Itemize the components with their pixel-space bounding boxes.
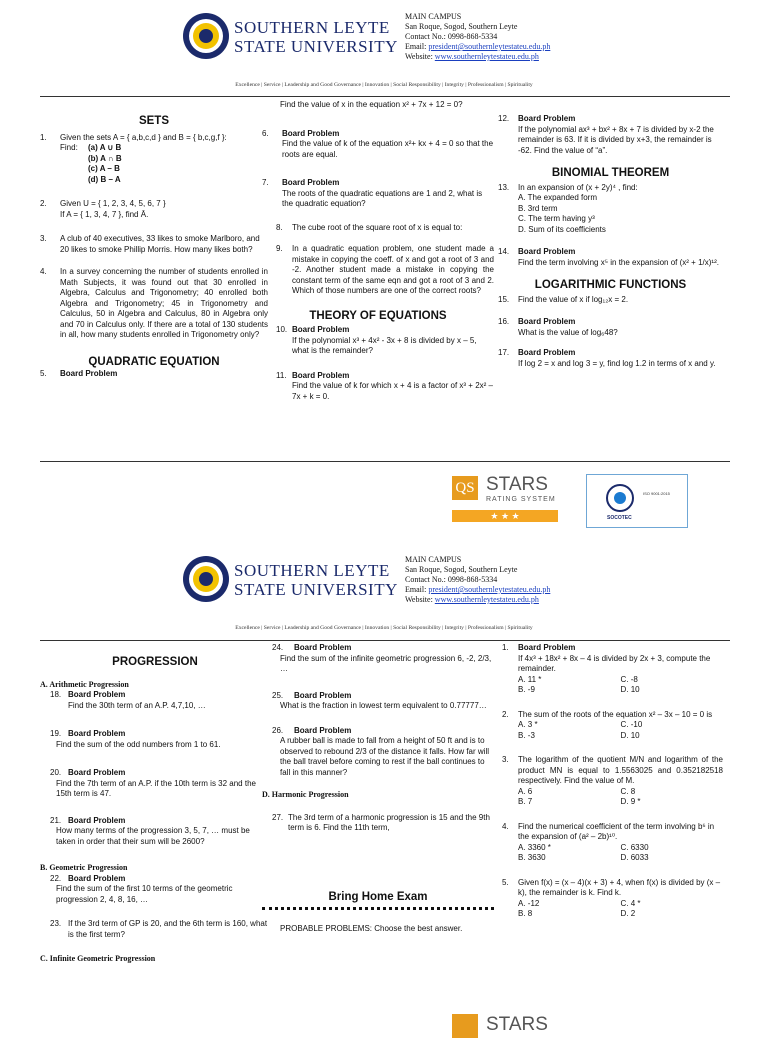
- sub-item: (b) A ∩ B: [88, 153, 122, 163]
- email-link[interactable]: president@southernleytestateu.edu.ph: [428, 585, 551, 594]
- campus-label: MAIN CAMPUS: [405, 12, 462, 21]
- choice-d[interactable]: D. 2: [620, 909, 636, 918]
- stars-label-partial: STARS: [486, 1014, 548, 1035]
- question-18: [40, 690, 270, 711]
- question-number: 9.: [276, 244, 283, 253]
- column-multiple-choice: [498, 643, 723, 920]
- board-problem-label: Board Problem: [294, 690, 352, 700]
- university-name: [234, 561, 398, 599]
- choice-d[interactable]: D. 6033: [620, 853, 649, 862]
- website-link[interactable]: www.southernleytestateu.edu.ph: [434, 595, 539, 604]
- question-20: [40, 768, 270, 800]
- question-text: Find the numerical coefficient of the term involving b⁶ in the expansion of (a² – 2b)¹⁰.: [518, 821, 715, 841]
- contact-number: Contact No.: 0998-868-5334: [405, 32, 498, 41]
- question-17: [498, 348, 723, 369]
- question-4: [40, 267, 268, 341]
- question-text: Find the sum of the odd numbers from 1 to 61.: [56, 739, 221, 749]
- email-label: Email:: [405, 585, 427, 594]
- question-11: [262, 371, 494, 403]
- choice-b[interactable]: B. -9: [518, 685, 535, 694]
- question-number: 1.: [40, 132, 47, 142]
- socotec-label: SOCOTEC: [607, 515, 632, 521]
- choice-c[interactable]: C. 8: [620, 786, 636, 796]
- question-text: In a survey concerning the number of students enrolled in Math Subjects, it was found out that 30 enrolled in Algebra, Calculus and Trigonometry; 40 enrolled both Algebra and Trigonometry; 45 in Trigonometry and Calculus, 50 in Algebra and Calculus, 80 in Algebra only and 70 in Calculus only. If there are a total of 130 students in all, how many students enrolled in Trigonometry only?: [60, 267, 268, 339]
- rating-system-label: RATING SYSTEM: [486, 496, 556, 503]
- section-title-progression: PROGRESSION: [112, 656, 198, 668]
- question-text: Given the sets A = { a,b,c,d } and B = { b,c,g,f }:: [60, 132, 227, 142]
- choice-c[interactable]: C. 4 *: [620, 898, 641, 908]
- qs-logo-partial: [452, 1014, 478, 1038]
- email-label: Email:: [405, 42, 427, 51]
- question-number: 4.: [502, 821, 509, 831]
- question-number: 15.: [498, 294, 510, 304]
- board-problem-label: Board Problem: [282, 178, 340, 187]
- question-number: 17.: [498, 348, 510, 357]
- question-number: 1.: [502, 643, 509, 652]
- question-number: 24.: [272, 643, 284, 652]
- question-13: [498, 183, 723, 236]
- page-1: [0, 0, 768, 521]
- question-number: 5.: [40, 369, 47, 378]
- sub-item: (d) B – A: [88, 174, 121, 184]
- socotec-logo-icon: [605, 483, 635, 513]
- sub-item: A. The expanded form: [518, 193, 598, 202]
- question-23: [40, 919, 270, 940]
- question-2: [40, 199, 268, 220]
- board-problem-label: Board Problem: [292, 370, 350, 380]
- question-number: 14.: [498, 247, 510, 256]
- question-19: [40, 729, 270, 750]
- question-12: [498, 114, 723, 156]
- question-26: [262, 726, 494, 779]
- motto: Excellence | Service | Leadership and Good Governance | Innovation | Social Responsibility | Integrity | Professionalism | Spirituality: [235, 625, 533, 631]
- choice-a[interactable]: A. -12: [518, 898, 540, 908]
- mc-question-5: [498, 878, 723, 920]
- question-number: 21.: [50, 815, 62, 825]
- question-number: 12.: [498, 114, 510, 123]
- question-text: The cube root of the square root of x is equal to:: [292, 222, 463, 232]
- question-text: In a quadratic equation problem, one student made a mistake in copying the coeff. of x and got a root of 3 and -2. Another student made a mistake in copying the constant term of the same eqn and got a root of 3 and 2. Which of those numbers are one of the correct roots?: [292, 244, 494, 295]
- header-divider: [40, 640, 730, 641]
- question-text: Find the value of k for which x + 4 is a factor of x³ + 2x² – 7x + k = 0.: [292, 381, 493, 401]
- question-text: The roots of the quadratic equations are 1 and 2, what is the quadratic equation?: [282, 188, 483, 208]
- question-text: Find the sum of the infinite geometric progression 6, -2, 2/3, …: [280, 653, 492, 673]
- contact-block: [405, 12, 550, 62]
- question-number: 27.: [272, 812, 284, 822]
- university-name-line1: SOUTHERN LEYTE: [234, 18, 390, 37]
- question-5: [40, 369, 268, 380]
- mc-question-3: [498, 755, 723, 808]
- qs-stars-badge: [452, 476, 578, 524]
- iso-label: ISO 9001:2015: [643, 491, 670, 496]
- exam-title: Bring Home Exam: [328, 890, 428, 903]
- mc-question-4: [498, 822, 723, 864]
- footer-divider: [40, 461, 730, 462]
- board-problem-label: Board Problem: [60, 369, 118, 378]
- choice-a[interactable]: A. 6: [518, 786, 533, 796]
- section-title-sets: SETS: [138, 115, 170, 127]
- question-text: How many terms of the progression 3, 5, 7, … must be taken in order that their sum will be 2600?: [56, 826, 250, 846]
- section-title-binomial: BINOMIAL THEOREM: [551, 167, 670, 179]
- question-text: Find the term involving x⁵ in the expansion of (x² + 1/x)¹².: [518, 257, 719, 267]
- sub-item: B. 3rd term: [518, 203, 558, 213]
- question-text: If the polynomial x³ + 4x² - 3x + 8 is divided by x – 5, what is the remainder?: [292, 335, 477, 355]
- question-text: Find the value of x if log₁₂x = 2.: [518, 294, 629, 304]
- website-link[interactable]: www.southernleytestateu.edu.ph: [434, 52, 539, 61]
- choice-b[interactable]: B. -3: [518, 730, 535, 740]
- question-text: If A = { 1, 3, 4, 7 }, find Ā.: [60, 209, 149, 219]
- board-problem-label: Board Problem: [518, 114, 576, 123]
- question-text: The logarithm of the quotient M/N and logarithm of the product MN is equal to 1.5563025 and 0.352182518 respectively. Find the value of M.: [518, 755, 723, 785]
- question-number: 7.: [262, 178, 269, 187]
- question-8: [262, 223, 494, 234]
- sub-item: C. The term having y³: [518, 214, 595, 223]
- university-seal-logo: [182, 555, 230, 603]
- question-number: 11.: [276, 370, 287, 380]
- board-problem-label: Board Problem: [68, 690, 126, 699]
- star-rating-icon: ★ ★ ★: [452, 510, 558, 522]
- board-problem-label: Board Problem: [518, 643, 576, 652]
- question-number: 6.: [262, 128, 269, 138]
- question-10: [262, 325, 494, 357]
- question-7: [262, 178, 494, 210]
- section-title-quadratic: QUADRATIC EQUATION: [88, 355, 220, 368]
- question-text: Given U = { 1, 2, 3, 4, 5, 6, 7 }: [60, 199, 166, 208]
- choice-d[interactable]: D. 10: [620, 685, 640, 694]
- motto: Excellence | Service | Leadership and Good Governance | Innovation | Social Responsibility | Integrity | Professionalism | Spirituality: [235, 82, 533, 88]
- question-16: [498, 317, 723, 338]
- university-name-line2: STATE UNIVERSITY: [234, 580, 398, 599]
- university-name-line2: STATE UNIVERSITY: [234, 37, 398, 56]
- subsection-geometric: B. Geometric Progression: [40, 863, 128, 872]
- university-name: [234, 18, 398, 56]
- choice-d[interactable]: D. 9 *: [620, 797, 641, 806]
- question-text: A club of 40 executives, 33 likes to smoke Marlboro, and 20 likes to smoke Phillip Morris. How many likes both?: [60, 234, 260, 254]
- question-text: If 4x³ + 18x² + 8x – 4 is divided by 2x + 3, compute the remainder.: [518, 653, 711, 673]
- question-text: Find the 30th term of an A.P. 4,7,10, …: [68, 700, 206, 710]
- question-number: 10.: [276, 325, 288, 334]
- qs-stars-badge-partial: [452, 1014, 578, 1035]
- question-text: Find the sum of the first 10 terms of the geometric progression 2, 4, 8, 16, …: [56, 884, 233, 904]
- address: San Roque, Sogod, Southern Leyte: [405, 22, 518, 31]
- question-number: 2.: [40, 199, 47, 208]
- choice-c[interactable]: C. 6330: [620, 842, 649, 852]
- question-9: [262, 244, 494, 297]
- choice-b[interactable]: B. 8: [518, 909, 533, 918]
- mc-question-2: [498, 710, 723, 742]
- section-title-logarithmic: LOGARITHMIC FUNCTIONS: [534, 279, 687, 291]
- board-problem-label: Board Problem: [68, 815, 126, 825]
- iso-certification-badge: [586, 474, 688, 528]
- board-problem-label: Board Problem: [294, 643, 352, 652]
- website-label: Website:: [405, 595, 433, 604]
- question-text: Given f(x) = (x – 4)(x + 3) + 4, when f(x) is divided by (x – k), the remainder is k. Find k.: [518, 877, 721, 897]
- question-number: 19.: [50, 729, 62, 738]
- question-text: What is the value of log₆48?: [518, 327, 618, 337]
- contact-block: [405, 555, 550, 605]
- question-number: 23.: [50, 919, 62, 928]
- column-progression-2: [262, 643, 494, 935]
- dotted-separator: [262, 907, 494, 910]
- page-2: [0, 543, 768, 1055]
- board-problem-label: Board Problem: [518, 317, 576, 326]
- question-text: The sum of the roots of the equation x² – 3x – 10 = 0 is: [518, 709, 713, 719]
- continued-question-text: Find the value of x in the equation x² + 7x + 12 = 0?: [280, 100, 463, 109]
- choice-d[interactable]: D. 10: [620, 730, 640, 740]
- board-problem-label: Board Problem: [294, 725, 352, 735]
- question-text: The 3rd term of a harmonic progression is 15 and the 9th term is 6. Find the 11th term,: [288, 812, 490, 832]
- question-number: 22.: [50, 873, 62, 883]
- column-binomial-log: [498, 114, 723, 369]
- campus-label: MAIN CAMPUS: [405, 555, 462, 564]
- subsection-infinite-geometric: C. Infinite Geometric Progression: [40, 954, 156, 963]
- university-seal-logo: [182, 12, 230, 60]
- sub-item: (a) A ∪ B: [88, 143, 122, 152]
- question-number: 3.: [40, 234, 47, 243]
- question-15: [498, 295, 723, 306]
- question-number: 2.: [502, 709, 509, 719]
- choice-a[interactable]: A. 11 *: [518, 674, 542, 684]
- choice-b[interactable]: B. 3630: [518, 853, 546, 862]
- question-text: A rubber ball is made to fall from a height of 50 ft and is to observed to rebound 2/3 of the distance it falls. How far will the ball travel before coming to rest if the ball continues to fall in this manner?: [280, 736, 489, 777]
- board-problem-label: Board Problem: [292, 325, 350, 334]
- question-number: 20.: [50, 768, 62, 777]
- question-number: 3.: [502, 755, 509, 764]
- question-text: Find the 7th term of an A.P. if the 10th term is 32 and the 15th term is 47.: [56, 778, 256, 798]
- choice-c[interactable]: C. -8: [620, 674, 638, 684]
- choice-a[interactable]: A. 3360 *: [518, 842, 551, 852]
- question-number: 26.: [272, 725, 284, 735]
- header-divider: [40, 96, 730, 97]
- question-number: 8.: [276, 222, 283, 232]
- question-text: Find the value of k of the equation x²+ kx + 4 = 0 so that the roots are equal.: [282, 139, 494, 159]
- question-27: [262, 813, 494, 834]
- university-name-line1: SOUTHERN LEYTE: [234, 561, 390, 580]
- subsection-arithmetic: A. Arithmetic Progression: [40, 679, 129, 689]
- subsection-harmonic: D. Harmonic Progression: [262, 790, 349, 799]
- section-title-theory: THEORY OF EQUATIONS: [309, 309, 447, 322]
- mc-question-1: [498, 643, 723, 696]
- choice-a[interactable]: A. 3 *: [518, 720, 538, 729]
- question-text: In an expansion of (x + 2y)⁴ , find:: [518, 182, 638, 192]
- board-problem-label: Board Problem: [518, 247, 576, 256]
- choice-c[interactable]: C. -10: [620, 720, 643, 729]
- column-sets: [40, 116, 268, 380]
- question-number: 5.: [502, 877, 509, 887]
- question-number: 13.: [498, 182, 510, 192]
- question-6: [262, 129, 494, 161]
- column-equations: [262, 100, 494, 402]
- website-label: Website:: [405, 52, 433, 61]
- question-22: [40, 874, 270, 906]
- question-25: [262, 691, 494, 712]
- question-1: [40, 133, 268, 186]
- instructions: PROBABLE PROBLEMS: Choose the best answer.: [280, 924, 463, 933]
- question-24: [262, 643, 494, 675]
- choice-b[interactable]: B. 7: [518, 797, 533, 806]
- question-text: What is the fraction in lowest term equivalent to 0.77777…: [280, 701, 487, 710]
- contact-number: Contact No.: 0998-868-5334: [405, 575, 498, 584]
- question-number: 4.: [40, 267, 47, 276]
- question-text: If the 3rd term of GP is 20, and the 6th term is 160, what is the first term?: [68, 919, 268, 939]
- board-problem-label: Board Problem: [282, 128, 340, 138]
- question-number: 18.: [50, 690, 62, 699]
- sub-item: D. Sum of its coefficients: [518, 224, 606, 234]
- find-label: Find:: [60, 143, 78, 152]
- board-problem-label: Board Problem: [518, 348, 576, 357]
- question-21: [40, 816, 270, 848]
- email-link[interactable]: president@southernleytestateu.edu.ph: [428, 42, 551, 51]
- question-text: If the polynomial ax³ + bx² + 8x + 7 is divided by x-2 the remainder is 63. If it is divided by x+3, the remainder is -62. Find the value of “a”.: [518, 124, 714, 155]
- question-14: [498, 247, 723, 268]
- stars-label: STARS: [486, 474, 548, 495]
- column-progression: [40, 657, 270, 965]
- question-text: If log 2 = x and log 3 = y, find log 1.2 in terms of x and y.: [518, 358, 716, 368]
- board-problem-label: Board Problem: [68, 768, 126, 777]
- board-problem-label: Board Problem: [68, 729, 126, 738]
- question-number: 16.: [498, 317, 510, 326]
- board-problem-label: Board Problem: [68, 873, 126, 883]
- address: San Roque, Sogod, Southern Leyte: [405, 565, 518, 574]
- question-number: 25.: [272, 690, 284, 700]
- qs-logo: QS: [452, 476, 478, 500]
- sub-item: (c) A – B: [88, 164, 120, 173]
- question-3: [40, 234, 268, 255]
